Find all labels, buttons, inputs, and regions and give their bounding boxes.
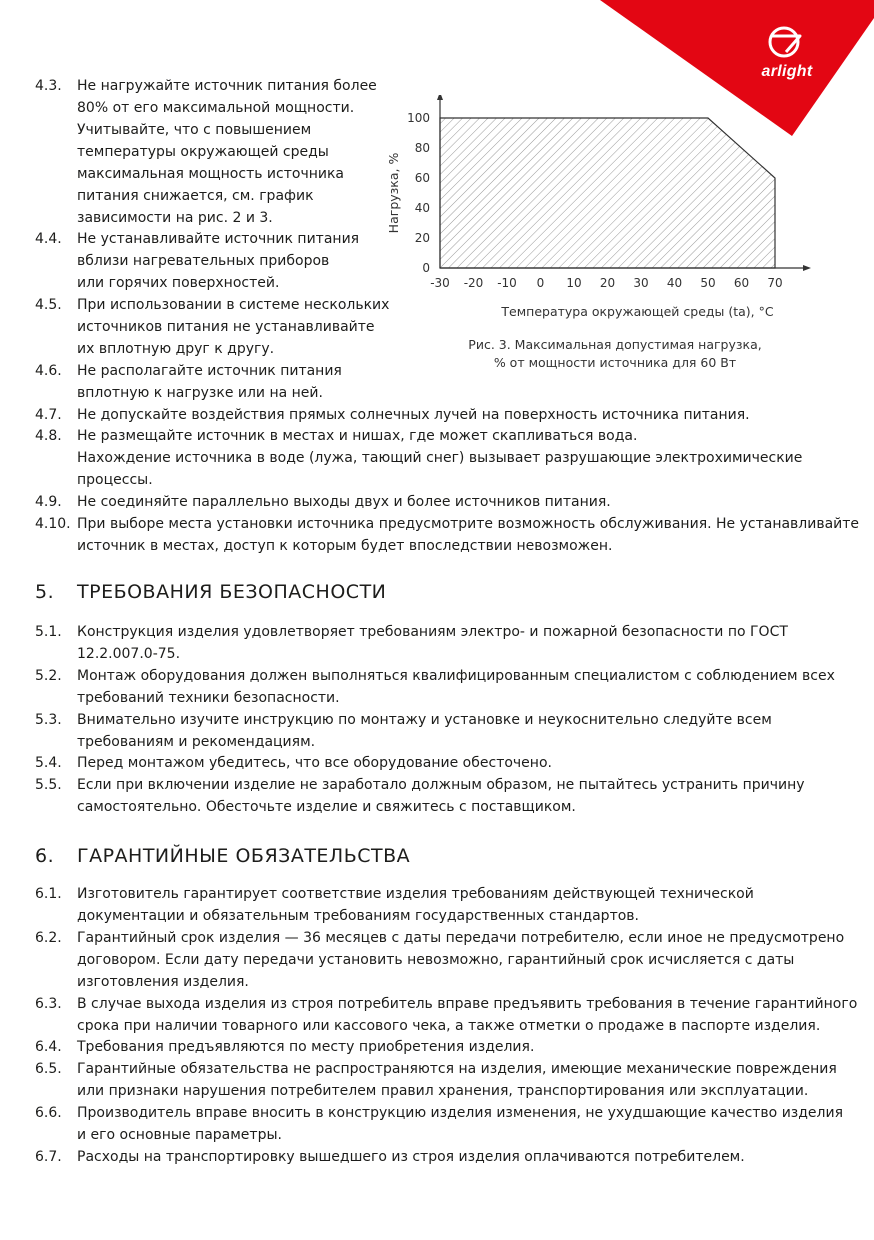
item-text-line: Требования предъявляются по месту приобретения изделия. [77,1039,535,1056]
item-text-line: самостоятельно. Обесточьте изделие и свяжитесь с поставщиком. [77,799,576,816]
item-text-line: Если при включении изделие не заработало должным образом, не пытайтесь устранить причину [77,777,805,794]
x-tick-label: -10 [497,276,517,290]
item-number: 5.1. [35,624,62,640]
item-text-line: процессы. [77,472,153,489]
item-text [77,513,859,557]
item-text [77,993,857,1037]
item-text-line: требованиям и рекомендациям. [77,733,316,750]
y-tick-label: 100 [407,111,430,125]
x-tick-label: 70 [767,276,783,290]
item-number: 4.4. [35,231,62,248]
item-text [77,752,552,774]
item-text-line: питания снижается, см. график [77,188,314,204]
brand-logo-text: arlight [761,63,813,80]
item-text-line: срока при наличии товарного или кассового чека, а также отметки о продаже в паспорте изделия. [77,1017,821,1034]
item-number: 4.5. [35,297,62,313]
item-text [77,709,772,753]
item-number: 6.1. [35,886,62,902]
item-number: 4.8. [35,428,62,445]
item-text-line: При выборе места установки источника предусмотрите возможность обслуживания. Не устанавливайте [77,516,860,532]
item-number: 6.6. [35,1105,62,1121]
figure-caption [440,336,790,372]
y-axis-title: Нагрузка, % [386,152,401,234]
x-tick-label: -30 [430,276,450,290]
item-text-line: зависимости на рис. 2 и 3. [77,210,273,226]
figure-caption-line: % от мощности источника для 60 Вт [493,355,737,370]
chart-area-series [440,118,775,268]
item-text [77,774,805,818]
load-temperature-chart [375,95,835,330]
item-text-line: вблизи нагревательных приборов [77,253,330,270]
item-text-line: договором. Если дату передачи установить невозможно, гарантийный срок исчисляется с даты [77,951,795,968]
item-number: 5.4. [35,755,62,772]
item-text-line: Не устанавливайте источник питания [77,231,360,248]
x-tick-label: 20 [599,276,616,290]
item-number: 6.7. [35,1148,62,1165]
item-text [77,228,359,294]
item-number: 6.3. [35,995,62,1012]
item-text-line: 80% от его максимальной мощности. [77,100,355,116]
item-text-line: Внимательно изучите инструкцию по монтажу и установке и неукоснительно следуйте всем [77,711,772,728]
item-number: 4.9. [35,494,62,511]
item-text-line: или горячих поверхностей. [77,275,280,292]
item-text-line: максимальная мощность источника [77,166,344,182]
item-text-line: документации и обязательным требованиям государственных стандартов. [77,908,639,924]
item-text-line: Учитывайте, что с повышением [77,122,312,138]
item-text-line: При использовании в системе нескольких [77,297,390,313]
x-tick-label: 10 [566,276,582,290]
item-text [77,360,342,404]
item-number: 5.2. [35,667,62,684]
item-number: 4.7. [35,406,62,423]
item-text-line: Расходы на транспортировку вышедшего из строя изделия оплачиваются потребителем. [77,1148,745,1165]
section-number: 6. [35,845,55,867]
item-text-line: Изготовитель гарантирует соответствие изделия требованиям действующей технической [77,886,754,902]
item-text-line: Не располагайте источник питания [77,362,342,379]
item-text [77,621,788,665]
item-text [77,294,389,360]
item-number: 5.5. [35,777,62,794]
item-text-line: Производитель вправе вносить в конструкцию изделия изменения, не ухудшающие качество изделия [77,1105,843,1121]
item-number: 6.2. [35,929,62,946]
y-axis-arrow-icon [437,95,443,100]
item-number: 4.6. [35,362,62,379]
section-title: ТРЕБОВАНИЯ БЕЗОПАСНОСТИ [77,581,387,603]
y-tick-label: 60 [414,171,430,185]
item-text-line: и его основные параметры. [77,1127,282,1143]
item-text-line: источник в местах, доступ к которым будет впоследствии невозможен. [77,538,613,554]
item-text [77,1036,534,1058]
item-text [77,425,802,491]
item-text [77,1146,745,1168]
item-text-line: 12.2.007.0-75. [77,646,181,662]
item-text [77,404,750,426]
item-text-line: источников питания не устанавливайте [77,319,375,335]
item-text [77,665,835,709]
item-text-line: Нахождение источника в воде (лужа, тающий снег) вызывает разрушающие электрохимические [77,450,803,467]
item-text [77,491,611,513]
y-tick-label: 80 [414,141,430,155]
x-tick-label: 60 [733,276,750,290]
item-number: 5.3. [35,711,62,728]
x-axis-arrow-icon [803,265,811,271]
section-title: ГАРАНТИЙНЫЕ ОБЯЗАТЕЛЬСТВА [77,845,411,867]
x-tick-label: 0 [536,276,545,290]
item-text-line: температуры окружающей среды [77,144,329,160]
item-text-line: Конструкция изделия удовлетворяет требованиям электро- и пожарной безопасности по ГОСТ [77,624,788,640]
y-tick-label: 40 [414,201,430,215]
item-text-line: Не соединяйте параллельно выходы двух и более источников питания. [77,494,611,511]
y-tick-label: 0 [422,261,430,275]
item-text-line: Монтаж оборудования должен выполняться квалифицированным специалистом с соблюдением всех [77,667,835,684]
item-text [77,75,377,229]
item-text-line: или признаки нарушения потребителем правил хранения, транспортирования или эксплуатации. [77,1083,809,1100]
item-text-line: изготовления изделия. [77,973,249,990]
item-number: 6.4. [35,1039,62,1056]
item-text [77,927,844,993]
item-number: 4.10. [35,516,71,532]
item-text-line: Не допускайте воздействия прямых солнечных лучей на поверхность источника питания. [77,406,750,423]
item-text-line: Гарантийный срок изделия — 36 месяцев с даты передачи потребителю, если иное не предусмотрено [77,929,845,946]
item-text-line: Не размещайте источник в местах и нишах, где может скапливаться вода. [77,428,638,445]
item-text [77,1058,837,1102]
item-text-line: Гарантийные обязательства не распространяются на изделия, имеющие механические повреждения [77,1061,837,1078]
x-tick-label: 30 [633,276,649,290]
y-tick-label: 20 [414,231,430,245]
item-text [77,883,754,927]
item-number: 6.5. [35,1061,62,1078]
x-tick-label: 50 [700,276,716,290]
item-text-line: вплотную к нагрузке или на ней. [77,384,323,401]
item-text-line: Не нагружайте источник питания более [77,78,377,94]
item-text [77,1102,843,1146]
figure-caption-line: Рис. 3. Максимальная допустимая нагрузка, [468,337,762,352]
item-text-line: их вплотную друг к другу. [77,341,275,357]
item-text-line: требований техники безопасности. [77,689,340,706]
item-text-line: Перед монтажом убедитесь, что все оборудование обесточено. [77,755,552,772]
x-axis-title: Температура окружающей среды (ta), °С [501,304,774,319]
item-text-line: В случае выхода изделия из строя потребитель вправе предъявить требования в течение гарантийного [77,995,858,1012]
item-number: 4.3. [35,78,62,94]
x-tick-label: -20 [463,276,484,290]
section-number: 5. [35,581,55,603]
x-tick-label: 40 [666,276,683,290]
